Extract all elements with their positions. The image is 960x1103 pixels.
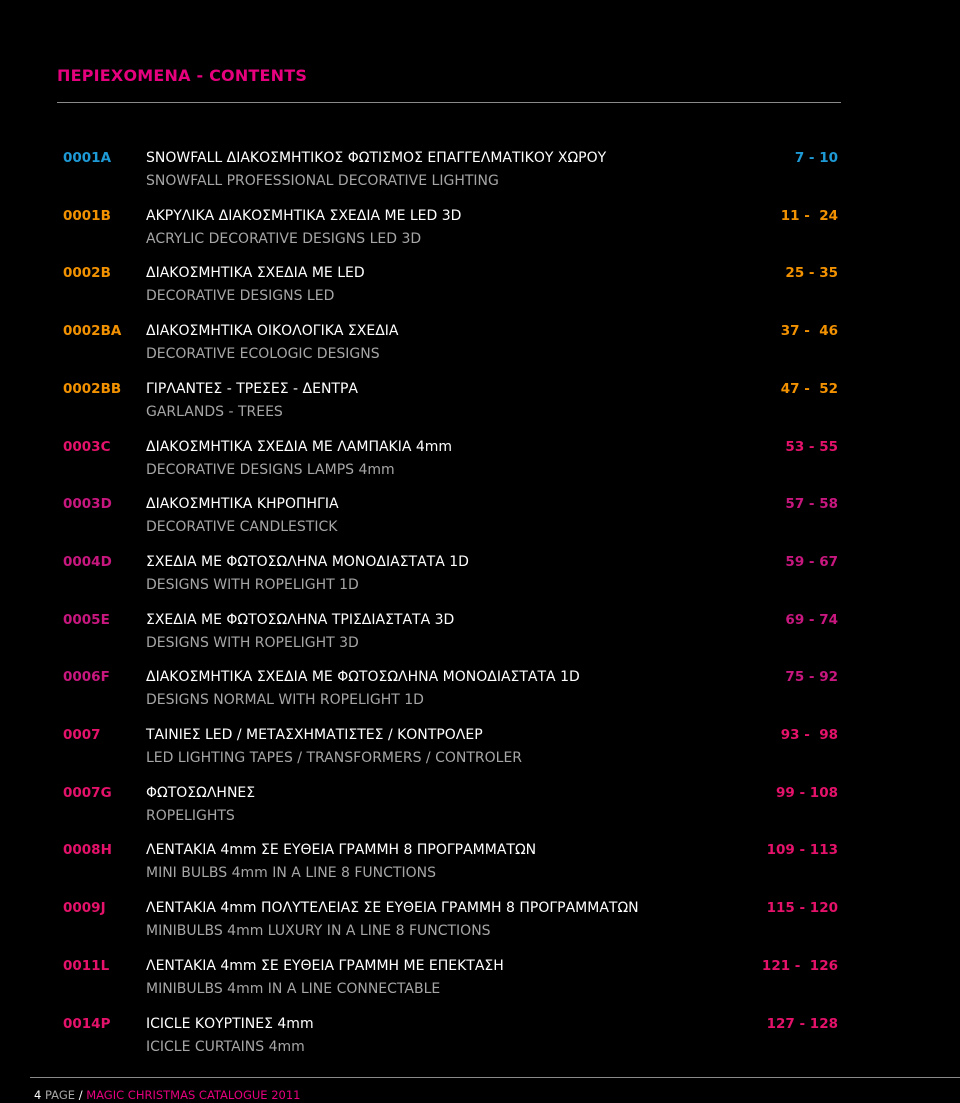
page-footer — [34, 1088, 301, 1102]
page-range: 127 - 128 — [766, 1015, 838, 1032]
entry-title-english: DESIGNS WITH ROPELIGHT 1D — [146, 576, 359, 593]
entry-title-english: SNOWFALL PROFESSIONAL DECORATIVE LIGHTING — [146, 173, 499, 189]
footer-page-number: 4 — [34, 1088, 42, 1102]
contents-entry — [0, 380, 960, 430]
section-code: 0002BA — [63, 323, 122, 340]
entry-title-greek: ΛΕΝΤΑΚΙΑ 4mm ΠΟΛΥΤΕΛΕΙΑΣ ΣΕ ΕΥΘΕΙΑ ΓΡΑΜΜΗ 8 ΠΡΟΓΡΑΜΜΑΤΩΝ — [146, 900, 639, 917]
section-code: 0001A — [63, 150, 112, 166]
section-code: 0001B — [63, 207, 111, 224]
entry-title-greek: ΔΙΑΚΟΣΜΗΤΙΚΑ ΣΧΕΔΙΑ ΜΕ ΦΩΤΟΣΩΛΗΝΑ ΜΟΝΟΔΙΑΣΤΑΤΑ 1D — [146, 669, 580, 686]
contents-entry — [0, 726, 960, 776]
entry-title-english: LED LIGHTING TAPES / TRANSFORMERS / CONTROLER — [146, 750, 523, 766]
contents-entry — [0, 438, 960, 488]
page-range: 37 - 46 — [780, 323, 838, 340]
entry-title-english: MINIBULBS 4mm LUXURY IN A LINE 8 FUNCTIONS — [146, 923, 491, 940]
entry-title-greek: SNOWFALL ΔΙΑΚΟΣΜΗΤΙΚΟΣ ΦΩΤΙΣΜΟΣ ΕΠΑΓΓΕΛΜΑΤΙΚΟΥ ΧΩΡΟΥ — [146, 150, 607, 166]
contents-entry — [0, 841, 960, 891]
entry-title-greek: ΛΕΝΤΑΚΙΑ 4mm ΣΕ ΕΥΘΕΙΑ ΓΡΑΜΜΗ ΜΕ ΕΠΕΚΤΑΣΗ — [146, 957, 504, 974]
footer-page-word: PAGE — [44, 1088, 76, 1102]
page-range: 109 - 113 — [766, 842, 838, 859]
contents-entry — [0, 899, 960, 949]
page-range: 11 - 24 — [780, 207, 838, 224]
footer-divider — [30, 1077, 960, 1078]
page-title: ΠΕΡΙΕΧΟΜΕΝΑ - CONTENTS — [57, 66, 308, 85]
page-range: 53 - 55 — [785, 438, 838, 455]
contents-entry — [0, 495, 960, 545]
footer-catalogue-name: MAGIC CHRISTMAS CATALOGUE 2011 — [86, 1088, 301, 1102]
entry-title-greek: ΦΩΤΟΣΩΛΗΝΕΣ — [146, 784, 256, 801]
entry-title-english: MINIBULBS 4mm IN A LINE CONNECTABLE — [146, 980, 441, 997]
entry-title-english: DESIGNS WITH ROPELIGHT 3D — [146, 634, 359, 651]
entry-title-greek: ΔΙΑΚΟΣΜΗΤΙΚΑ ΟΙΚΟΛΟΓΙΚΑ ΣΧΕΔΙΑ — [146, 323, 399, 340]
entry-title-english: ACRYLIC DECORATIVE DESIGNS LED 3D — [146, 230, 422, 247]
page-range: 25 - 35 — [785, 265, 838, 282]
entry-title-greek: ΛΕΝΤΑΚΙΑ 4mm ΣΕ ΕΥΘΕΙΑ ΓΡΑΜΜΗ 8 ΠΡΟΓΡΑΜΜΑΤΩΝ — [146, 842, 537, 859]
entry-title-english: GARLANDS - TREES — [146, 403, 283, 420]
section-code: 0005E — [63, 611, 110, 628]
contents-entry — [0, 611, 960, 661]
entry-title-greek: ΓΙΡΛΑΝΤΕΣ - ΤΡΕΣΕΣ - ΔΕΝΤΡΑ — [146, 380, 358, 397]
contents-entry — [0, 1015, 960, 1065]
page-range: 59 - 67 — [785, 553, 838, 570]
entry-title-english: ROPELIGHTS — [146, 807, 235, 824]
contents-entry — [0, 668, 960, 718]
footer-slash: / — [78, 1088, 83, 1102]
page-range: 115 - 120 — [766, 900, 838, 917]
entry-title-english: DECORATIVE DESIGNS LAMPS 4mm — [146, 461, 395, 478]
entry-title-greek: ΔΙΑΚΟΣΜΗΤΙΚΑ ΚΗΡΟΠΗΓΙΑ — [146, 496, 339, 513]
section-code: 0007G — [63, 784, 112, 801]
page-range: 99 - 108 — [776, 784, 838, 801]
page-range: 69 - 74 — [785, 611, 838, 628]
contents-entry — [0, 322, 960, 372]
entry-title-greek: ΣΧΕΔΙΑ ΜΕ ΦΩΤΟΣΩΛΗΝΑ ΜΟΝΟΔΙΑΣΤΑΤΑ 1D — [146, 553, 469, 570]
contents-entry — [0, 553, 960, 603]
section-code: 0002B — [63, 265, 111, 282]
page-range: 93 - 98 — [780, 727, 838, 743]
contents-entry — [0, 207, 960, 257]
page-range: 47 - 52 — [780, 380, 838, 397]
section-code: 0004D — [63, 553, 112, 570]
entry-title-english: DECORATIVE ECOLOGIC DESIGNS — [146, 346, 380, 363]
entry-title-greek: ΣΧΕΔΙΑ ΜΕ ΦΩΤΟΣΩΛΗΝΑ ΤΡΙΣΔΙΑΣΤΑΤΑ 3D — [146, 611, 455, 628]
section-code: 0002BB — [63, 380, 122, 397]
section-code: 0014P — [63, 1015, 111, 1032]
page-range: 121 - 126 — [761, 957, 838, 974]
section-code: 0007 — [63, 727, 101, 743]
contents-entry — [0, 957, 960, 1007]
entry-title-english: DECORATIVE DESIGNS LED — [146, 288, 335, 305]
section-code: 0011L — [63, 957, 110, 974]
page-range: 57 - 58 — [785, 496, 838, 513]
section-code: 0008H — [63, 842, 112, 859]
section-code: 0006F — [63, 669, 110, 686]
entry-title-english: DECORATIVE CANDLESTICK — [146, 519, 338, 536]
section-code: 0003D — [63, 496, 112, 513]
contents-entry — [0, 784, 960, 834]
entry-title-greek: ICICLE ΚΟΥΡΤΙΝΕΣ 4mm — [146, 1015, 314, 1032]
entry-title-english: DESIGNS NORMAL WITH ROPELIGHT 1D — [146, 692, 424, 709]
entry-title-greek: ΤΑΙΝΙΕΣ LED / ΜΕΤΑΣΧΗΜΑΤΙΣΤΕΣ / ΚΟΝΤΡΟΛΕΡ — [146, 727, 483, 743]
section-code: 0003C — [63, 438, 111, 455]
title-divider — [57, 102, 841, 103]
entry-title-english: MINI BULBS 4mm IN A LINE 8 FUNCTIONS — [146, 865, 436, 882]
page-range: 75 - 92 — [785, 669, 838, 686]
entry-title-greek: ΔΙΑΚΟΣΜΗΤΙΚΑ ΣΧΕΔΙΑ ΜΕ ΛΑΜΠΑΚΙΑ 4mm — [146, 438, 453, 455]
entry-title-greek: ΑΚΡΥΛΙΚΑ ΔΙΑΚΟΣΜΗΤΙΚΑ ΣΧΕΔΙΑ ΜΕ LED 3D — [146, 207, 462, 224]
section-code: 0009J — [63, 900, 106, 917]
entry-title-english: ICICLE CURTAINS 4mm — [146, 1038, 305, 1055]
entry-title-greek: ΔΙΑΚΟΣΜΗΤΙΚΑ ΣΧΕΔΙΑ ΜΕ LED — [146, 265, 365, 282]
page-range: 7 - 10 — [794, 150, 838, 166]
contents-entry — [0, 149, 960, 199]
contents-entry — [0, 264, 960, 314]
